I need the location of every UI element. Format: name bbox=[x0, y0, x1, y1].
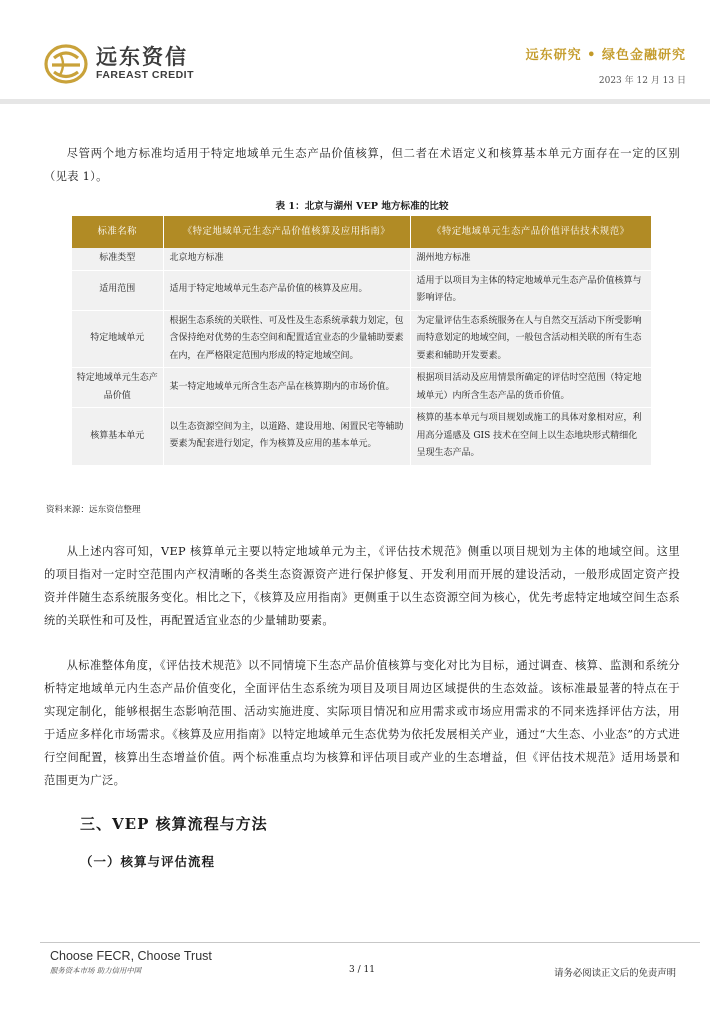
footer-slogan-en: Choose FECR, Choose Trust bbox=[50, 949, 212, 963]
table-cell: 适用于以项目为主体的特定地域单元生态产品价值核算与影响评估。 bbox=[410, 270, 651, 310]
table-row bbox=[72, 270, 651, 310]
fareast-logo-icon bbox=[44, 44, 88, 84]
table-row bbox=[72, 408, 651, 466]
table-header-row bbox=[72, 216, 651, 248]
table-cell: 标准类型 bbox=[72, 248, 163, 270]
report-series: 远东研究 • 绿色金融研究 bbox=[525, 48, 686, 63]
table-cell: 特定地域单元生态产品价值 bbox=[72, 368, 163, 408]
footer-slogan-cn: 服务资本市场 助力信用中国 bbox=[50, 966, 142, 975]
table-cell: 湖州地方标准 bbox=[410, 248, 651, 270]
table-cell: 为定量评估生态系统服务在人与自然交互活动下所受影响而特意划定的地域空间，一般包含活动相关联的所有生态要素和辅助开发要素。 bbox=[410, 310, 651, 368]
table-cell: 北京地方标准 bbox=[163, 248, 410, 270]
header-divider bbox=[0, 99, 710, 104]
table-cell: 适用于特定地域单元生态产品价值的核算及应用。 bbox=[163, 270, 410, 310]
table-cell: 核算基本单元 bbox=[72, 408, 163, 466]
section-heading: 三、VEP 核算流程与方法 bbox=[80, 815, 268, 833]
table-cell: 根据项目活动及应用情景所确定的评估时空范围（特定地域单元）内所含生态产品的货币价值。 bbox=[410, 368, 651, 408]
table-header-cell: 《特定地域单元生态产品价值评估技术规范》 bbox=[410, 216, 651, 248]
table-header-cell: 标准名称 bbox=[72, 216, 163, 248]
table-row bbox=[72, 310, 651, 368]
table-header-cell: 《特定地域单元生态产品价值核算及应用指南》 bbox=[163, 216, 410, 248]
company-logo bbox=[44, 44, 194, 84]
page-number: 3 / 11 bbox=[349, 965, 375, 975]
table-title: 表 1：北京与湖州 VEP 地方标准的比较 bbox=[275, 201, 449, 212]
logo-name-cn: 远东资信 bbox=[96, 45, 188, 69]
disclaimer-note: 请务必阅读正文后的免责声明 bbox=[554, 968, 676, 979]
analysis-paragraph-2: 从标准整体角度，《评估技术规范》以不同情境下生态产品价值核算与变化对比为目标，通过调查、核算、监测和系统分析特定地域单元内生态产品价值变化，全面评估生态系统为项目及项目周边区域提供的生态效益。该标准最显著的特点在于实现定制化，能够根据生态影响范围、活动实施进度、实际项目情况和应用需求或市场应用需求的不同来选择评估方法，用于适应多样化市场需求。《核算及应用指南》以特定地域单元生态优势为依托发展相关产业，通过“大生态、小业态”的方式进行空间配置，核算出生态增益价值。两个标准重点均为核算和评估项目或产业的生态增益，但《评估技术规范》适用场景和范围更为广泛。 bbox=[44, 659, 680, 787]
table-cell: 根据生态系统的关联性、可及性及生态系统承载力划定，包含保持绝对优势的生态空间和配置适宜业态的少量辅助要素在内，在严格限定范围内形成的特定地域空间。 bbox=[163, 310, 410, 368]
comparison-table bbox=[72, 216, 651, 466]
analysis-paragraph-1: 从上述内容可知，VEP 核算单元主要以特定地域单元为主，《评估技术规范》侧重以项目规划为主体的地域空间。这里的项目指对一定时空范围内产权清晰的各类生态资源资产进行保护修复、开发利用而开展的建设活动，一般形成固定资产投资并伴随生态系统服务变化。相比之下，《核算及应用指南》更侧重于以生态资源空间为核心，优先考虑特定地域空间生态系统的关联性和可及性，再配置适宜业态的少量辅助要素。 bbox=[44, 545, 680, 627]
footer-divider bbox=[40, 942, 700, 943]
subsection-heading: （一）核算与评估流程 bbox=[80, 854, 216, 869]
table-cell: 某一特定地域单元所含生态产品在核算期内的市场价值。 bbox=[163, 368, 410, 408]
table-cell: 特定地域单元 bbox=[72, 310, 163, 368]
table-cell: 以生态资源空间为主，以道路、建设用地、闲置民宅等辅助要素为配套进行划定，作为核算及应用的基本单元。 bbox=[163, 408, 410, 466]
report-date: 2023 年 12 月 13 日 bbox=[598, 76, 686, 86]
table-cell: 核算的基本单元与项目规划或施工的具体对象相对应，利用高分遥感及 GIS 技术在空间上以生态地块形式精细化呈现生态产品。 bbox=[410, 408, 651, 466]
table-cell: 适用范围 bbox=[72, 270, 163, 310]
table-row bbox=[72, 248, 651, 270]
table-source: 资料来源：远东资信整理 bbox=[46, 505, 141, 515]
intro-paragraph: 尽管两个地方标准均适用于特定地域单元生态产品价值核算，但二者在术语定义和核算基本单元方面存在一定的区别（见表 1）。 bbox=[44, 147, 680, 183]
table-row bbox=[72, 368, 651, 408]
logo-name-en: FAREAST CREDIT bbox=[96, 69, 195, 81]
page-header bbox=[0, 0, 724, 110]
